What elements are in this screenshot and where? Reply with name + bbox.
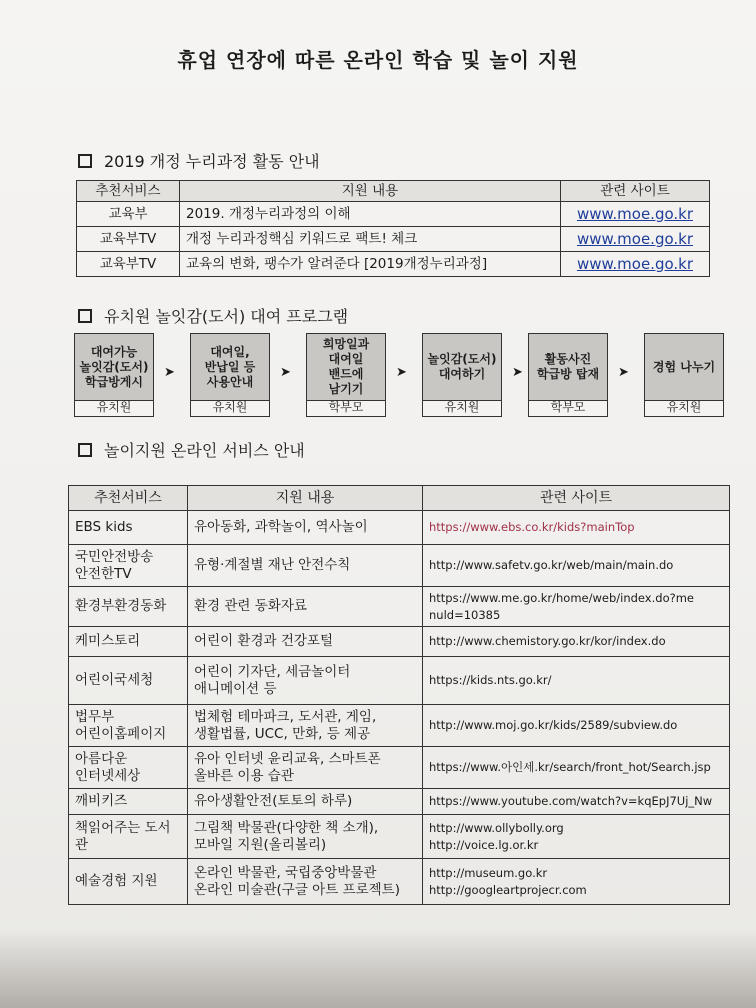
step-actor: 유치원 [666, 400, 702, 414]
arrow-right-icon: ➤ [396, 365, 407, 380]
service-cell: 국민안전방송 안전한TV [69, 545, 188, 587]
content-cell: 그림책 박물관(다양한 책 소개), 모바일 지원(올리볼리) [188, 815, 423, 859]
step-actor: 유치원 [212, 400, 248, 414]
table-row [77, 202, 710, 227]
arrow-right-icon: ➤ [618, 365, 629, 380]
process-step [528, 333, 608, 417]
step-text: 대여일, 반납일 등 사용안내 [191, 334, 269, 401]
step-actor: 유치원 [444, 400, 480, 414]
site-link[interactable]: https://www.youtube.com/watch?v=kqEpJ7Uj_Nw [423, 789, 730, 815]
site-link[interactable]: https://www.me.go.kr/home/web/index.do?me nuld=10385 [423, 587, 730, 627]
table-row [69, 627, 730, 657]
service-cell: 깨비키즈 [69, 789, 188, 815]
section3-table [68, 485, 730, 905]
service-cell: 어린이국세청 [69, 657, 188, 705]
section1-heading [78, 149, 320, 172]
content-cell: 유아동화, 과학놀이, 역사놀이 [188, 511, 423, 545]
step-actor: 유치원 [96, 400, 132, 414]
process-step [422, 333, 502, 417]
header-service: 추천서비스 [77, 181, 180, 202]
table-row [77, 227, 710, 252]
site-link[interactable]: https://www.아인세.kr/search/front_hot/Search.jsp [423, 747, 730, 789]
step-text: 경험 나누기 [645, 334, 723, 401]
arrow-right-icon: ➤ [164, 365, 175, 380]
section1-title: 2019 개정 누리과정 활동 안내 [104, 152, 320, 171]
checkbox-icon [78, 443, 92, 457]
process-step [644, 333, 724, 417]
content-cell: 어린이 기자단, 세금놀이터 애니메이션 등 [188, 657, 423, 705]
service-cell: 교육부 [77, 202, 180, 227]
section2-title: 유치원 놀잇감(도서) 대여 프로그램 [104, 307, 349, 326]
section2-heading [78, 304, 348, 327]
page-shadow [0, 930, 756, 1008]
process-step [306, 333, 386, 417]
header-content: 지원 내용 [188, 486, 423, 511]
site-link[interactable]: https://kids.nts.go.kr/ [423, 657, 730, 705]
service-cell: 환경부환경동화 [69, 587, 188, 627]
step-text: 활동사진 학급방 탑재 [529, 334, 607, 401]
table-row [69, 789, 730, 815]
arrow-right-icon: ➤ [280, 365, 291, 380]
process-step [190, 333, 270, 417]
site-link[interactable]: http://museum.go.kr http://googleartprojecr.com [423, 859, 730, 905]
content-cell: 유아생활안전(토토의 하루) [188, 789, 423, 815]
content-cell: 유형·계절별 재난 안전수칙 [188, 545, 423, 587]
site-link[interactable]: http://www.moj.go.kr/kids/2589/subview.do [423, 705, 730, 747]
service-cell: 아름다운 인터넷세상 [69, 747, 188, 789]
table-header-row [77, 181, 710, 202]
header-site: 관련 사이트 [561, 181, 710, 202]
step-actor: 학부모 [328, 400, 364, 414]
step-text: 희망일과 대여일 밴드에 남기기 [307, 334, 385, 401]
service-cell: 교육부TV [77, 227, 180, 252]
table-row [69, 587, 730, 627]
content-cell: 환경 관련 동화자료 [188, 587, 423, 627]
process-step [74, 333, 154, 417]
content-cell: 개정 누리과정핵심 키워드로 팩트! 체크 [180, 227, 561, 252]
checkbox-icon [78, 309, 92, 323]
table-row [69, 705, 730, 747]
content-cell: 법체험 테마파크, 도서관, 게임, 생활법률, UCC, 만화, 등 제공 [188, 705, 423, 747]
service-cell: 케미스토리 [69, 627, 188, 657]
table-row [69, 511, 730, 545]
header-site: 관련 사이트 [423, 486, 730, 511]
site-link[interactable]: http://www.ollybolly.org http://voice.lg.or.kr [423, 815, 730, 859]
checkbox-icon [78, 154, 92, 168]
service-cell: EBS kids [69, 511, 188, 545]
step-text: 대여가능 놀잇감(도서) 학급방게시 [75, 334, 153, 401]
site-link[interactable]: http://www.safetv.go.kr/web/main/main.do [423, 545, 730, 587]
service-cell: 예술경험 지원 [69, 859, 188, 905]
step-actor: 학부모 [550, 400, 586, 414]
section3-heading [78, 438, 305, 461]
content-cell: 온라인 박물관, 국립중앙박물관 온라인 미술관(구글 아트 프로젝트) [188, 859, 423, 905]
site-link[interactable]: www.moe.go.kr [561, 227, 710, 252]
content-cell: 2019. 개정누리과정의 이해 [180, 202, 561, 227]
service-cell: 법무부 어린이홈페이지 [69, 705, 188, 747]
table-row [69, 815, 730, 859]
table-row [77, 252, 710, 277]
section3-title: 놀이지원 온라인 서비스 안내 [104, 441, 305, 460]
service-cell: 교육부TV [77, 252, 180, 277]
site-link[interactable]: www.moe.go.kr [561, 202, 710, 227]
step-text: 놀잇감(도서) 대여하기 [423, 334, 501, 401]
header-service: 추천서비스 [69, 486, 188, 511]
section1-table [76, 180, 710, 277]
content-cell: 유아 인터넷 윤리교육, 스마트폰 올바른 이용 습관 [188, 747, 423, 789]
header-content: 지원 내용 [180, 181, 561, 202]
table-row [69, 747, 730, 789]
site-link[interactable]: https://www.ebs.co.kr/kids?mainTop [423, 511, 730, 545]
table-header-row [69, 486, 730, 511]
content-cell: 어린이 환경과 건강포털 [188, 627, 423, 657]
table-row [69, 657, 730, 705]
table-row [69, 859, 730, 905]
service-cell: 책읽어주는 도서관 [69, 815, 188, 859]
process-flow [74, 333, 730, 417]
site-link[interactable]: http://www.chemistory.go.kr/kor/index.do [423, 627, 730, 657]
arrow-right-icon: ➤ [512, 365, 523, 380]
content-cell: 교육의 변화, 팽수가 알려준다 [2019개정누리과정] [180, 252, 561, 277]
page-title: 휴업 연장에 따른 온라인 학습 및 놀이 지원 [177, 48, 579, 72]
table-row [69, 545, 730, 587]
site-link[interactable]: www.moe.go.kr [561, 252, 710, 277]
